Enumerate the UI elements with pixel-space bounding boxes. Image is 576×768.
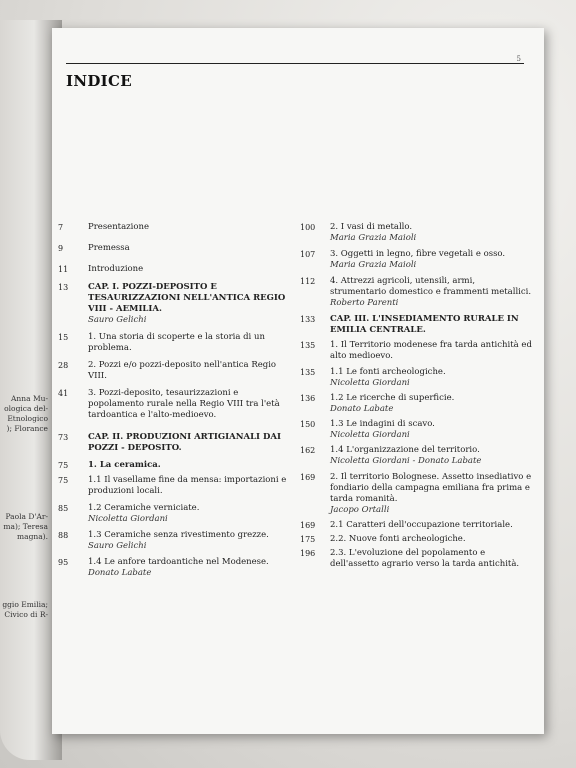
left-page-fragment-3: ggio Emilia; Civico di R- bbox=[2, 600, 48, 619]
page-number: 5 bbox=[516, 55, 521, 63]
toc-page-number: 73 bbox=[58, 433, 69, 442]
toc-page-number: 169 bbox=[300, 521, 316, 530]
toc-entry-title: 1. Il Territorio modenese fra tarda antichità ed alto medioevo. bbox=[330, 340, 532, 361]
toc-entry-title: CAP. II. PRODUZIONI ARTIGIANALI DAI POZZI - DEPOSITO. bbox=[88, 432, 281, 453]
toc-entry-title: 3. Oggetti in legno, fibre vegetali e osso. bbox=[330, 249, 506, 259]
toc-entry-title: CAP. I. POZZI-DEPOSITO E TESAURIZZAZIONI NELL'ANTICA REGIO VIII - AEMILIA. bbox=[88, 282, 286, 314]
toc-entry-title: CAP. III. L'INSEDIAMENTO RURALE IN EMILIA CENTRALE. bbox=[330, 314, 519, 335]
toc-entry-title: 2.1 Caratteri dell'occupazione territoriale. bbox=[330, 520, 513, 530]
toc-page-number: 169 bbox=[300, 473, 316, 482]
toc-entry-author: Nicoletta Giordani bbox=[88, 514, 168, 524]
toc-page-number: 133 bbox=[300, 315, 316, 324]
toc-entry-author: Jacopo Ortalli bbox=[330, 505, 390, 515]
toc-page-number: 41 bbox=[58, 389, 69, 398]
toc-entry-title: 4. Attrezzi agricoli, utensili, armi, strumentario domestico e frammenti metallici. bbox=[330, 276, 532, 297]
toc-entry bbox=[300, 367, 532, 389]
toc-entry-title: 2. Il territorio Bolognese. Assetto insediativo e fondiario della campagna emiliana fra prima e tarda romanità. bbox=[330, 472, 532, 504]
book-page bbox=[52, 28, 544, 734]
toc-entry bbox=[300, 445, 532, 467]
toc-entry-title: 3. Pozzi-deposito, tesaurizzazioni e popolamento rurale nella Regio VIII tra l'età tardoantica e l'alto-medioevo. bbox=[88, 388, 280, 420]
toc-entry bbox=[58, 557, 288, 579]
toc-page-number: 112 bbox=[300, 277, 316, 286]
toc-entry-title: 1.1 Le fonti archeologiche. bbox=[330, 367, 446, 377]
header-rule bbox=[66, 63, 524, 64]
toc-page-number: 107 bbox=[300, 250, 316, 259]
toc-page-number: 162 bbox=[300, 446, 316, 455]
toc-right-column bbox=[300, 222, 532, 570]
toc-entry-title: 1.2 Ceramiche verniciate. bbox=[88, 503, 200, 513]
left-page-fragment-2: Paola D'Ar- ma); Teresa magna). bbox=[3, 512, 48, 541]
left-page-fragment-1: Anna Mu- ologica del- Etnologico ); Florance bbox=[4, 394, 48, 433]
toc-page-number: 175 bbox=[300, 535, 316, 544]
toc-entry-author: Maria Grazia Maioli bbox=[330, 233, 417, 243]
toc-page-number: 15 bbox=[58, 333, 69, 342]
toc-entry bbox=[58, 282, 288, 326]
toc-entry-title: 1. La ceramica. bbox=[88, 460, 161, 470]
toc-entry bbox=[58, 264, 288, 275]
toc-entry-title: 2.3. L'evoluzione del popolamento e dell'assetto agrario verso la tarda antichità. bbox=[330, 548, 520, 569]
toc-page-number: 95 bbox=[58, 558, 69, 567]
toc-page-number: 135 bbox=[300, 341, 316, 350]
toc-page-number: 100 bbox=[300, 223, 316, 232]
toc-page-number: 7 bbox=[58, 223, 64, 232]
toc-entry bbox=[300, 314, 532, 336]
toc-entry bbox=[300, 419, 532, 441]
toc-entry bbox=[58, 460, 288, 471]
toc-entry-author: Nicoletta Giordani bbox=[330, 430, 410, 440]
toc-entry-author: Donato Labate bbox=[330, 404, 394, 414]
toc-page-number: 13 bbox=[58, 283, 69, 292]
toc-entry bbox=[58, 475, 288, 497]
toc-page-number: 196 bbox=[300, 549, 316, 558]
toc-entry-author: Roberto Parenti bbox=[330, 298, 399, 308]
toc-entry bbox=[300, 340, 532, 362]
toc-entry bbox=[300, 520, 532, 531]
toc-page-number: 9 bbox=[58, 244, 64, 253]
toc-page-number: 88 bbox=[58, 531, 69, 540]
toc-left-column bbox=[58, 222, 288, 579]
toc-entry bbox=[300, 222, 532, 244]
toc-entry-title: 1.4 L'organizzazione del territorio. bbox=[330, 445, 480, 455]
toc-entry bbox=[58, 530, 288, 552]
toc-page-number: 150 bbox=[300, 420, 316, 429]
toc-entry-title: 1.2 Le ricerche di superficie. bbox=[330, 393, 455, 403]
toc-entry-title: Presentazione bbox=[88, 222, 149, 232]
toc-entry bbox=[300, 393, 532, 415]
toc-entry-title: 2. Pozzi e/o pozzi-deposito nell'antica Regio VIII. bbox=[88, 360, 277, 381]
toc-entry-author: Sauro Gelichi bbox=[88, 315, 147, 325]
toc-page-number: 75 bbox=[58, 476, 69, 485]
toc-entry bbox=[58, 432, 288, 454]
toc-page-number: 28 bbox=[58, 361, 69, 370]
toc-entry-title: 1.3 Le indagini di scavo. bbox=[330, 419, 435, 429]
toc-page-number: 135 bbox=[300, 368, 316, 377]
page-title: INDICE bbox=[66, 72, 132, 90]
toc-page-number: 11 bbox=[58, 265, 69, 274]
toc-entry bbox=[300, 534, 532, 545]
toc-entry bbox=[58, 222, 288, 233]
toc-entry bbox=[300, 548, 532, 570]
toc-entry-author: Nicoletta Giordani bbox=[330, 378, 410, 388]
toc-entry bbox=[58, 388, 288, 421]
toc-entry bbox=[58, 503, 288, 525]
toc-page-number: 85 bbox=[58, 504, 69, 513]
toc-entry-title: Premessa bbox=[88, 243, 130, 253]
toc-entry bbox=[300, 276, 532, 309]
toc-entry-author: Maria Grazia Maioli bbox=[330, 260, 417, 270]
toc-entry bbox=[300, 249, 532, 271]
toc-page-number: 75 bbox=[58, 461, 69, 470]
toc-entry bbox=[58, 243, 288, 254]
toc-entry-title: 1. Una storia di scoperte e la storia di un problema. bbox=[88, 332, 265, 353]
toc-page-number: 136 bbox=[300, 394, 316, 403]
toc-entry bbox=[58, 332, 288, 354]
toc-entry-author: Sauro Gelichi bbox=[88, 541, 147, 551]
toc-entry-author: Nicoletta Giordani - Donato Labate bbox=[330, 456, 482, 466]
toc-entry bbox=[300, 472, 532, 516]
toc-entry bbox=[58, 360, 288, 382]
toc-entry-title: 1.4 Le anfore tardoantiche nel Modenese. bbox=[88, 557, 269, 567]
toc-entry-title: Introduzione bbox=[88, 264, 144, 274]
toc-entry-title: 1.1 Il vasellame fine da mensa: importazioni e produzioni locali. bbox=[88, 475, 287, 496]
toc-entry-title: 2.2. Nuove fonti archeologiche. bbox=[330, 534, 466, 544]
toc-entry-title: 2. I vasi di metallo. bbox=[330, 222, 413, 232]
toc-entry-title: 1.3 Ceramiche senza rivestimento grezze. bbox=[88, 530, 269, 540]
toc-entry-author: Donato Labate bbox=[88, 568, 152, 578]
